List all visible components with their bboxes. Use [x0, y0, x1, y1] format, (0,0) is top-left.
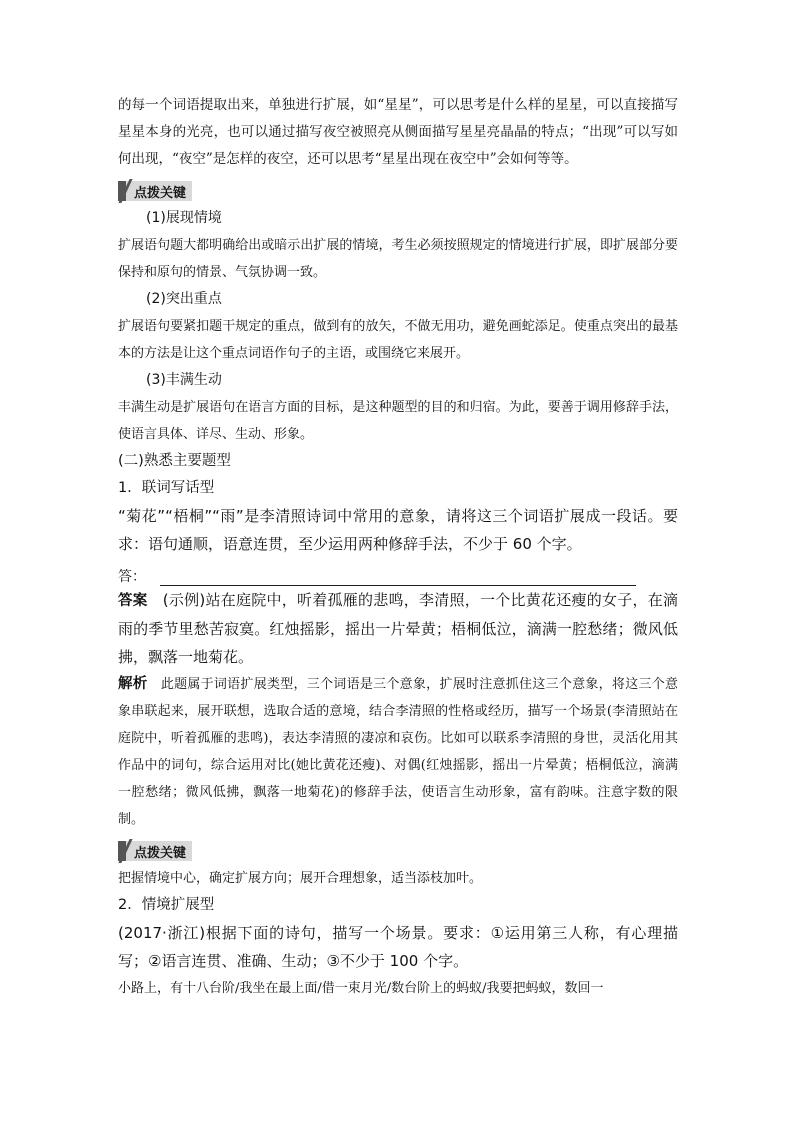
answer-line — [118, 558, 678, 586]
type2-poem: 小路上，有十八台阶/我坐在最上面/借一束月光/数台阶上的蚂蚁/我要把蚂蚁，数回一 — [118, 981, 604, 996]
section-heading: (二)熟悉主要题型 — [118, 453, 231, 469]
answer-label: 答： — [118, 569, 146, 585]
key-point-title-1: (1)展现情境 — [146, 210, 222, 226]
answer-blank[interactable] — [160, 569, 636, 586]
key-point-title-2: (2)突出重点 — [146, 291, 222, 307]
key-points-badge — [118, 181, 192, 201]
type2-question: (2017·浙江)根据下面的诗句，描写一个场景。要求：①运用第三人称，有心理描写；②语言连贯、准确、生动；③不少于 100 个字。 — [118, 924, 678, 970]
tip-text: 把握情境中心，确定扩展方向；展开合理想象，适当添枝加叶。 — [118, 871, 483, 886]
answer-paragraph — [118, 586, 678, 671]
answer-tag: 答案 — [118, 593, 148, 609]
key-point-title-3: (3)丰满生动 — [146, 372, 222, 388]
badge-label: 点拨关键 — [134, 846, 187, 861]
document-page — [118, 92, 678, 1002]
analysis-paragraph — [118, 671, 678, 833]
type1-question: “菊花”“梧桐”“雨”是李清照诗词中常用的意象，请将这三个词语扩展成一段话。要求：语句通顺，语意连贯，至少运用两种修辞手法，不少于 60 个字。 — [118, 507, 678, 553]
key-point-text-1: 扩展语句题大都明确给出或暗示出扩展的情境，考生必须按照规定的情境进行扩展，即扩展部分要保持和原句的情景、气氛协调一致。 — [118, 238, 678, 280]
analysis-tag: 解析 — [118, 676, 148, 692]
answer-text: (示例)站在庭院中，听着孤雁的悲鸣，李清照，一个比黄花还瘦的女子，在滴雨的季节里愁苦寂寞。红烛摇影，摇出一片晕黄；梧桐低泣，滴满一腔愁绪；微风低拂，飘落一地菊花。 — [118, 591, 679, 666]
key-point-text-2: 扩展语句要紧扣题干规定的重点，做到有的放矢，不做无用功，避免画蛇添足。使重点突出的最基本的方法是让这个重点词语作句子的主语，或围绕它来展开。 — [118, 319, 678, 361]
key-point-text-3: 丰满生动是扩展语句在语言方面的目标，是这种题型的目的和归宿。为此，要善于调用修辞手法，使语言具体、详尽、生动、形象。 — [118, 400, 678, 442]
analysis-text: 此题属于词语扩展类型，三个词语是三个意象，扩展时注意抓住这三个意象，将这三个意象串联起来，展开联想，选取合适的意境，结合李清照的性格或经历，描写一个场景(李清照站在庭院中，听着孤雁的悲鸣)，表达李清照的凄凉和哀伤。比如可以联系李清照的身世，灵活化用其作品中的词句，综合运用对比(她比黄花还瘦)、对偶(红烛摇影，摇出一片晕黄；梧桐低泣，滴满一腔愁绪；微风低拂，飘落一地菊花)的修辞手法，使语言生动形象，富有韵味。注意字数的限制。 — [118, 677, 678, 827]
type1-heading: 1．联词写话型 — [118, 480, 215, 496]
type2-heading: 2．情境扩展型 — [118, 897, 215, 913]
key-points-badge-2 — [118, 841, 192, 861]
intro-paragraph: 的每一个词语提取出来，单独进行扩展，如“星星”，可以思考是什么样的星星，可以直接描写星星本身的光亮，也可以通过描写夜空被照亮从侧面描写星星亮晶晶的特点；“出现”可以写如何出现，“夜空”是怎样的夜空，还可以思考“星星出现在夜空中”会如何等等。 — [118, 97, 678, 167]
badge-label: 点拨关键 — [134, 186, 187, 201]
